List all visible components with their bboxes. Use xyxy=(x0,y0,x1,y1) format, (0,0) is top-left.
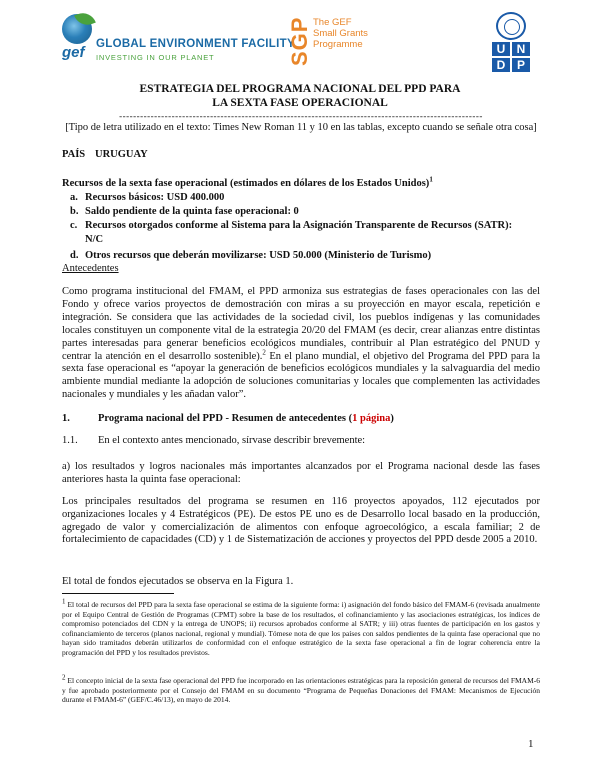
document-title-line1: ESTRATEGIA DEL PROGRAMA NACIONAL DEL PPD PARA xyxy=(139,83,461,95)
section-title: Programa nacional del PPD - Resumen de antecedentes (1 página) xyxy=(98,413,394,424)
resource-item-cont: N/C xyxy=(85,234,104,245)
gef-wordmark: gef xyxy=(62,44,85,61)
footnote-separator xyxy=(62,593,174,594)
undp-logo xyxy=(488,12,534,74)
undp-letter: N xyxy=(512,42,530,56)
resource-item: Recursos básicos: USD 400.000 xyxy=(85,192,225,203)
resource-marker: a. xyxy=(70,192,78,203)
undp-letter: D xyxy=(492,58,510,72)
resource-item: Otros recursos que deberán movilizarse: USD 50.000 (Ministerio de Turismo) xyxy=(85,250,432,261)
gef-tagline: INVESTING IN OUR PLANET xyxy=(96,53,215,62)
sgp-line: Small Grants xyxy=(313,28,368,39)
gef-name: GLOBAL ENVIRONMENT FACILITY xyxy=(96,38,295,50)
antecedentes-heading: Antecedentes xyxy=(62,263,119,274)
sgp-line: The GEF xyxy=(313,17,352,28)
un-emblem-icon xyxy=(496,12,526,40)
subsection-number: 1.1. xyxy=(62,435,78,446)
sgp-logo xyxy=(287,14,377,70)
undp-letter: P xyxy=(512,58,530,72)
page-number: 1 xyxy=(528,738,534,750)
results-paragraph: Los principales resultados del programa se resumen en 116 proyectos apoyados, 112 ejecutados por organizaciones locales y 4 Estratégicos (PE). De estos PE uno es de Desarrollo local basado en la producción, agregado de valor y comercialización de alimentos con enfoque agroecológico, a escala familiar; 2 de fortalecimiento de capacidades (CD) y 1 de Sistematización de acciones y proyectos del PPD desde 2005 a 2010. xyxy=(62,496,540,546)
footnote-1: $^1$ El total de recursos del PPD para la sexta fase operacional se estima de la siguiente forma: i) asignación del fondo básico del FMAM-6 (revisada anualmente por el Equipo Central de Gestión de Programas (CPMT) sobre la base de los resultados, el cofinanciamiento y las asociaciones estratégicas, los índices de compromiso potenciados del CDN y la entrega de UNOPS; ii) recursos aprobados conforme al SATR; y iii) otras fuentes de participación en los gastos y cofinanciamiento de terceros (planos nacional, regional y mundial). Tómese nota de que los países con saldos pendientes de la quinta fase operacional que no hayan sido tramitados deberán utilizarlos de conformidad con el enfoque estratégico de la sexta fase operacional a fin de lograr coherencia entre la programación del PPD y los resultados previstos. xyxy=(62,597,541,657)
gef-logo xyxy=(62,14,295,62)
section-number: 1. xyxy=(62,413,70,424)
antecedentes-paragraph: Como programa institucional del FMAM, el PPD armoniza sus estrategias de fases operacionales con las del Fondo y ofrece varios proyectos de demostración con miras a su proyección en mayor escala, repetición e integración. Se considera que las actividades de la sociedad civil, los pueblos indígenas y las comunidades locales constituyen un componente vital de la estrategia 20/20 del FMAM (es decir, crear alianzas entre distintas partes interesadas para generar beneficios ecológicos mundiales, contribuir al Plan estratégico del PNUD y centrar la atención en el desarrollo sostenible).$^2$ En el plano mundial, el objetivo del Programa del PPD para la sexta fase operacional es “apoyar la generación de beneficios ecológicos mundiales y la salvaguardia del medio ambiente mundial mediante la adopción de soluciones comunitarias y locales que complementen las actividades nacionales y mundiales y les añadan valor”. xyxy=(62,286,540,401)
undp-letter: U xyxy=(492,42,510,56)
sgp-line: Programme xyxy=(313,39,363,50)
subsection-text: En el contexto antes mencionado, sírvase describir brevemente: xyxy=(98,435,366,446)
item-a: a) los resultados y logros nacionales más importantes alcanzados por el Programa nacional desde las fases anteriores hasta la quinta fase operacional: xyxy=(62,461,540,485)
footnote-2: $^2$ El concepto inicial de la sexta fase operacional del PPD fue incorporado en las orientaciones estratégicas para la reposición general de recursos del FMAM-6 y fue aprobado posteriormente por el Consejo del FMAM en su documento “Programa de Pequeñas Donaciones del FMAM: Mecanismos de Ejecución durante el FMAM-6” (GEF/C.46/13), en mayo de 2014. xyxy=(62,673,541,704)
resource-marker: b. xyxy=(70,206,79,217)
resource-marker: c. xyxy=(70,220,78,231)
country-label: PAÍS xyxy=(62,149,86,160)
resource-item: Saldo pendiente de la quinta fase operacional: 0 xyxy=(85,206,299,217)
country-value: URUGUAY xyxy=(95,149,148,160)
title-separator: -------------------------------------------------------------------------------------------------------- xyxy=(119,111,483,121)
resource-marker: d. xyxy=(70,250,79,261)
resources-heading: Recursos de la sexta fase operacional (estimados en dólares de los Estados Unidos)$^1$ xyxy=(62,175,433,189)
resource-item: Recursos otorgados conforme al Sistema para la Asignación Transparente de Recursos (SATR): xyxy=(85,220,513,231)
document-title-line2: LA SEXTA FASE OPERACIONAL xyxy=(212,97,388,109)
funds-paragraph: El total de fondos ejecutados se observa en la Figura 1. xyxy=(62,576,294,587)
sgp-mark: SGP xyxy=(287,16,312,66)
font-note: [Tipo de letra utilizado en el texto: Times New Roman 11 y 10 en las tablas, excepto cuando se señale otra cosa] xyxy=(65,122,537,133)
